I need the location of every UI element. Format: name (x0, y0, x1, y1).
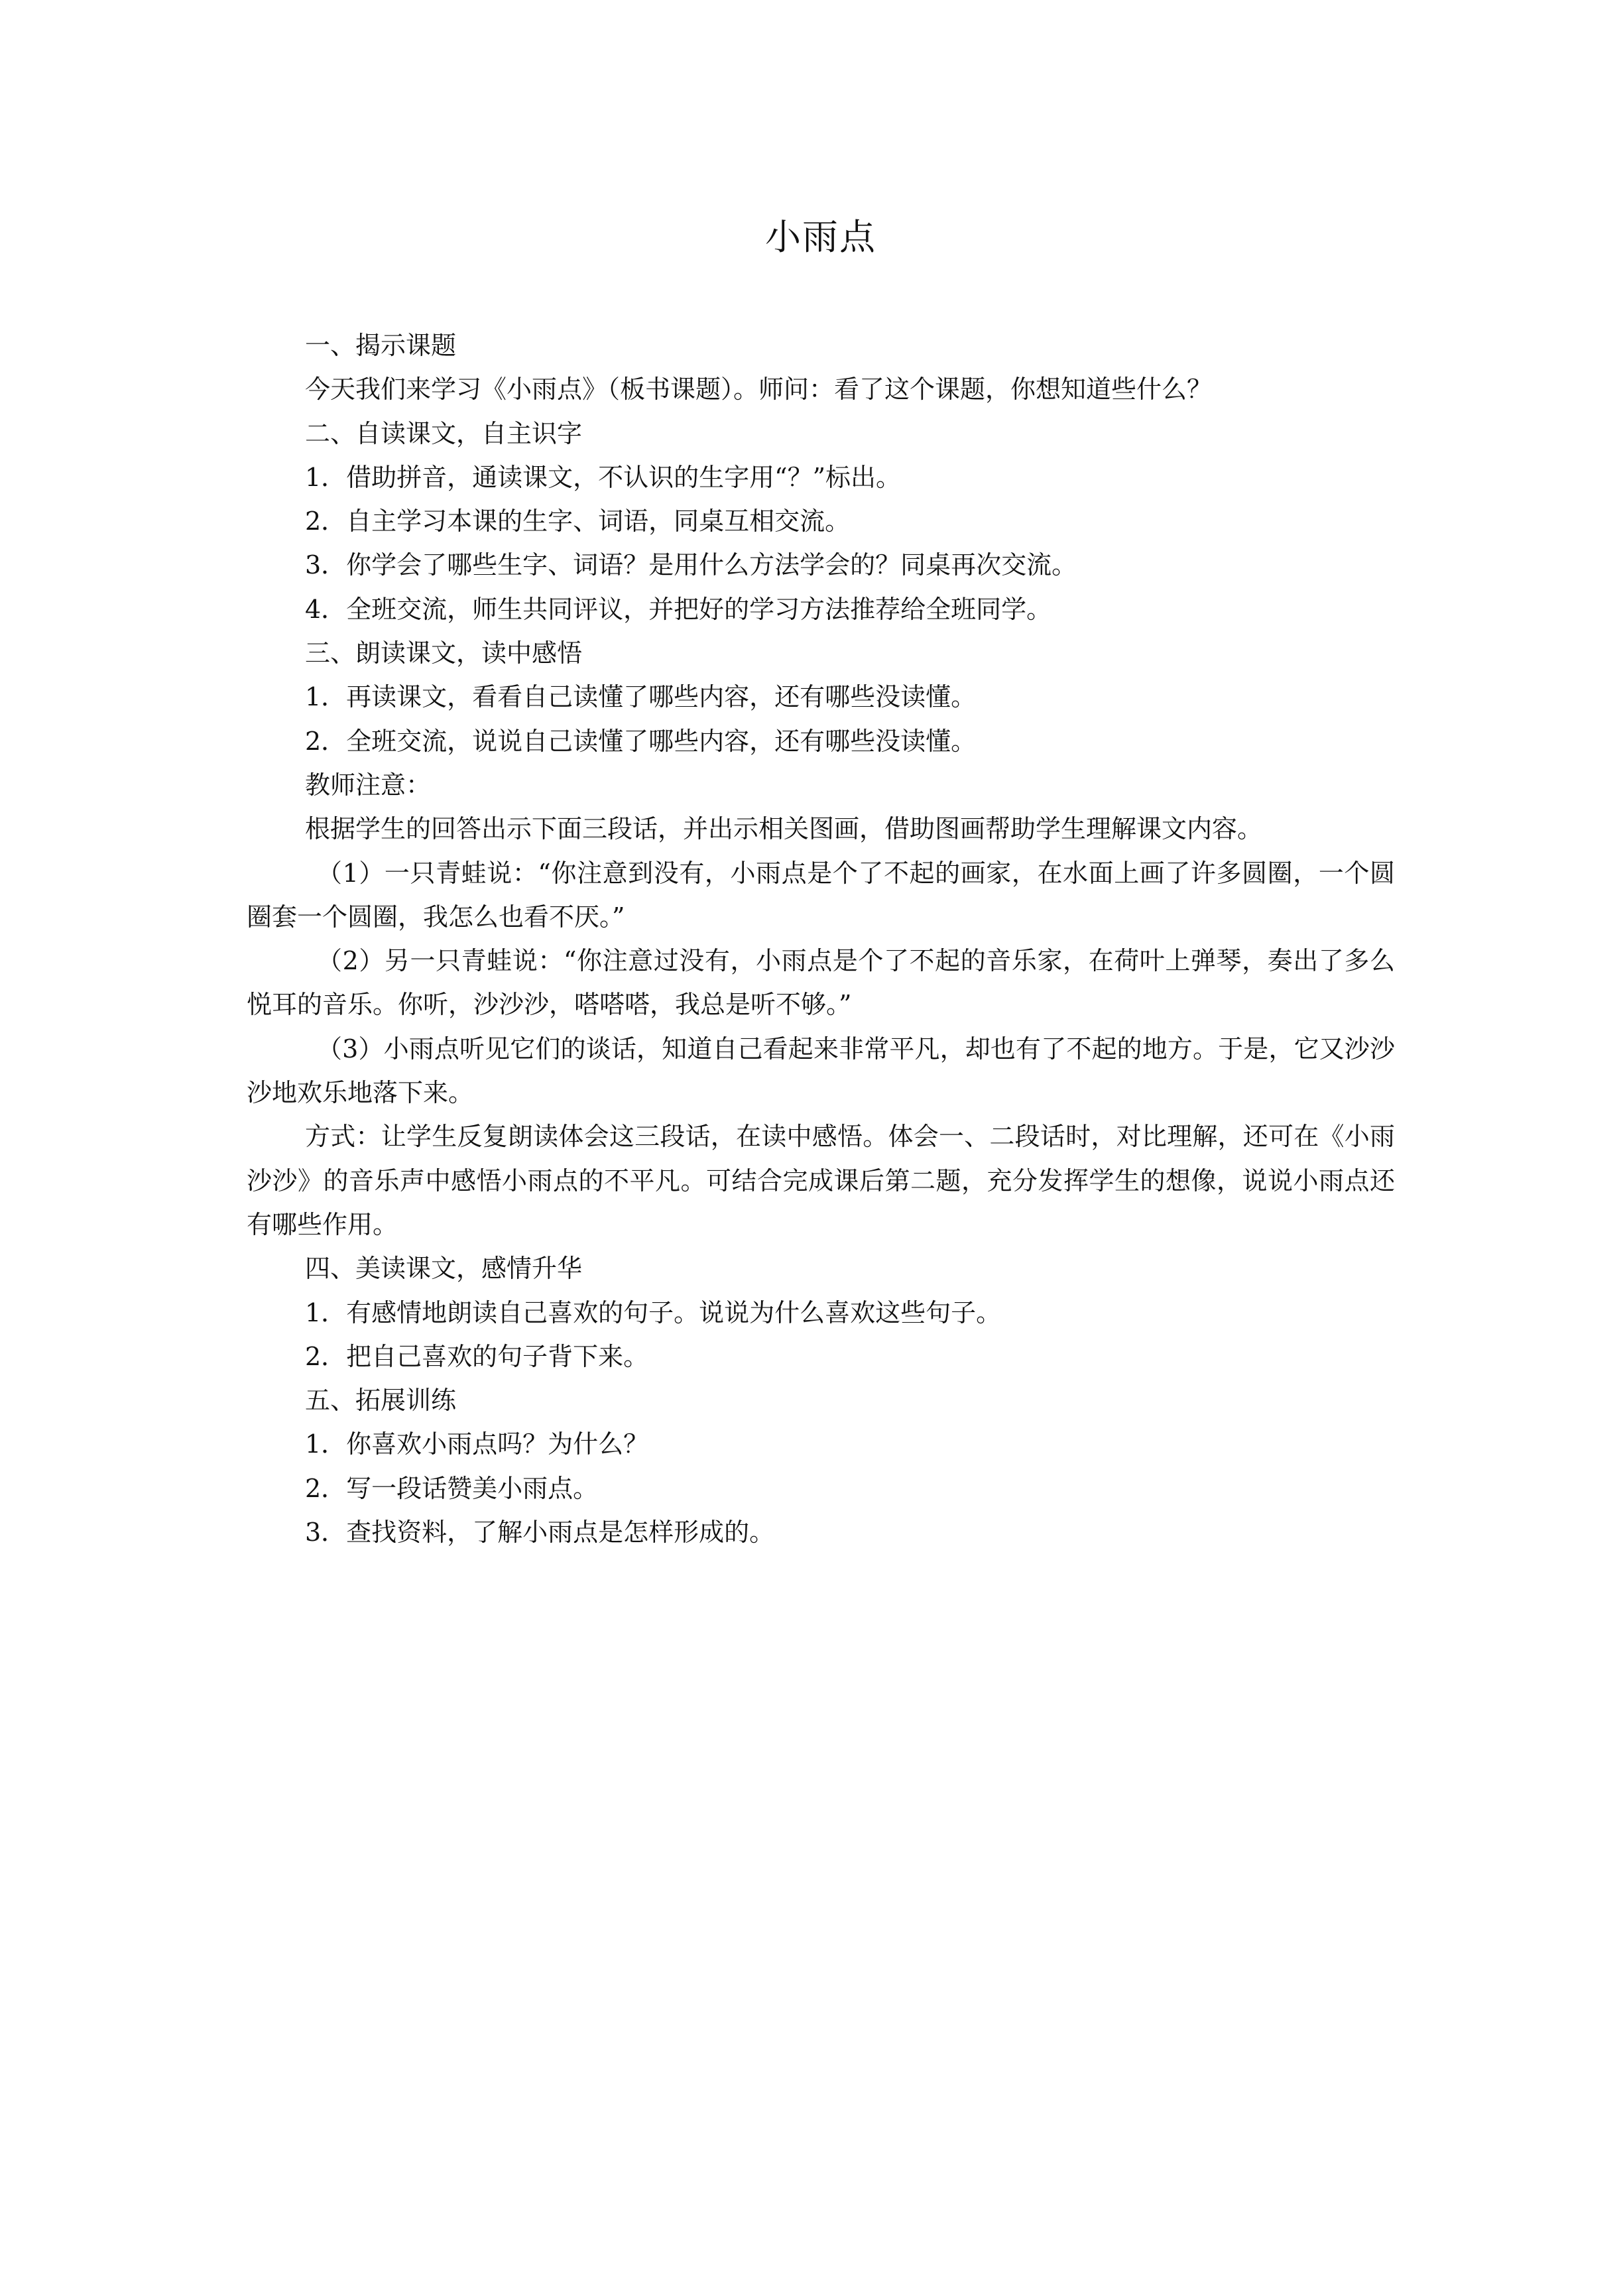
list-item: 2．自主学习本课的生字、词语，同桌互相交流。 (305, 507, 851, 536)
section-heading-2: 二、自读课文，自主识字 (305, 418, 583, 448)
list-item: 2．全班交流，说说自己读懂了哪些内容，还有哪些没读懂。 (305, 726, 977, 756)
paragraph: 今天我们来学习《小雨点》（板书课题）。师问：看了这个课题，你想知道些什么？ (305, 375, 1213, 404)
list-item: 1．有感情地朗读自己喜欢的句子。说说为什么喜欢这些句子。 (305, 1298, 1002, 1327)
list-item: 3．查找资料，了解小雨点是怎样形成的。 (305, 1518, 775, 1547)
section-heading-3: 三、朗读课文，读中感悟 (305, 638, 583, 668)
document-title: 小雨点 (765, 216, 876, 258)
dialog-paragraph: （1）一只青蛙说：“你注意到没有，小雨点是个了不起的画家，在水面上画了许多圆圈，一个圆圈套一个圆圈，我怎么也看不厌。” (247, 858, 1395, 932)
document-body (247, 324, 1395, 1554)
list-item: 1．借助拼音，通读课文，不认识的生字用“？”标出。 (305, 462, 902, 492)
section-heading-4: 四、美读课文，感情升华 (305, 1254, 583, 1284)
paragraph: 教师注意： (305, 770, 432, 800)
section-heading-1: 一、揭示课题 (305, 331, 457, 360)
list-item: 1．再读课文，看看自己读懂了哪些内容，还有哪些没读懂。 (305, 682, 977, 712)
dialog-paragraph: （2）另一只青蛙说：“你注意过没有，小雨点是个了不起的音乐家，在荷叶上弹琴，奏出了多么悦耳的音乐。你听，沙沙沙，嗒嗒嗒，我总是听不够。” (247, 946, 1395, 1020)
list-item: 2．把自己喜欢的句子背下来。 (305, 1341, 649, 1371)
section-heading-5: 五、拓展训练 (305, 1386, 457, 1416)
paragraph: 根据学生的回答出示下面三段话，并出示相关图画，借助图画帮助学生理解课文内容。 (305, 814, 1263, 844)
list-item: 3．你学会了哪些生字、词语？是用什么方法学会的？同桌再次交流。 (305, 550, 1077, 580)
list-item: 1．你喜欢小雨点吗？为什么？ (305, 1429, 649, 1459)
document-page (247, 0, 1395, 2296)
list-item: 2．写一段话赞美小雨点。 (305, 1473, 599, 1503)
list-item: 4．全班交流，师生共同评议，并把好的学习方法推荐给全班同学。 (305, 594, 1052, 624)
dialog-paragraph: （3）小雨点听见它们的谈话，知道自己看起来非常平凡，却也有了不起的地方。于是，它又沙沙沙地欢乐地落下来。 (247, 1034, 1395, 1108)
paragraph: 方式：让学生反复朗读体会这三段话，在读中感悟。体会一、二段话时，对比理解，还可在《小雨沙沙》的音乐声中感悟小雨点的不平凡。可结合完成课后第二题，充分发挥学生的想像，说说小雨点还有哪些作用。 (247, 1122, 1395, 1239)
